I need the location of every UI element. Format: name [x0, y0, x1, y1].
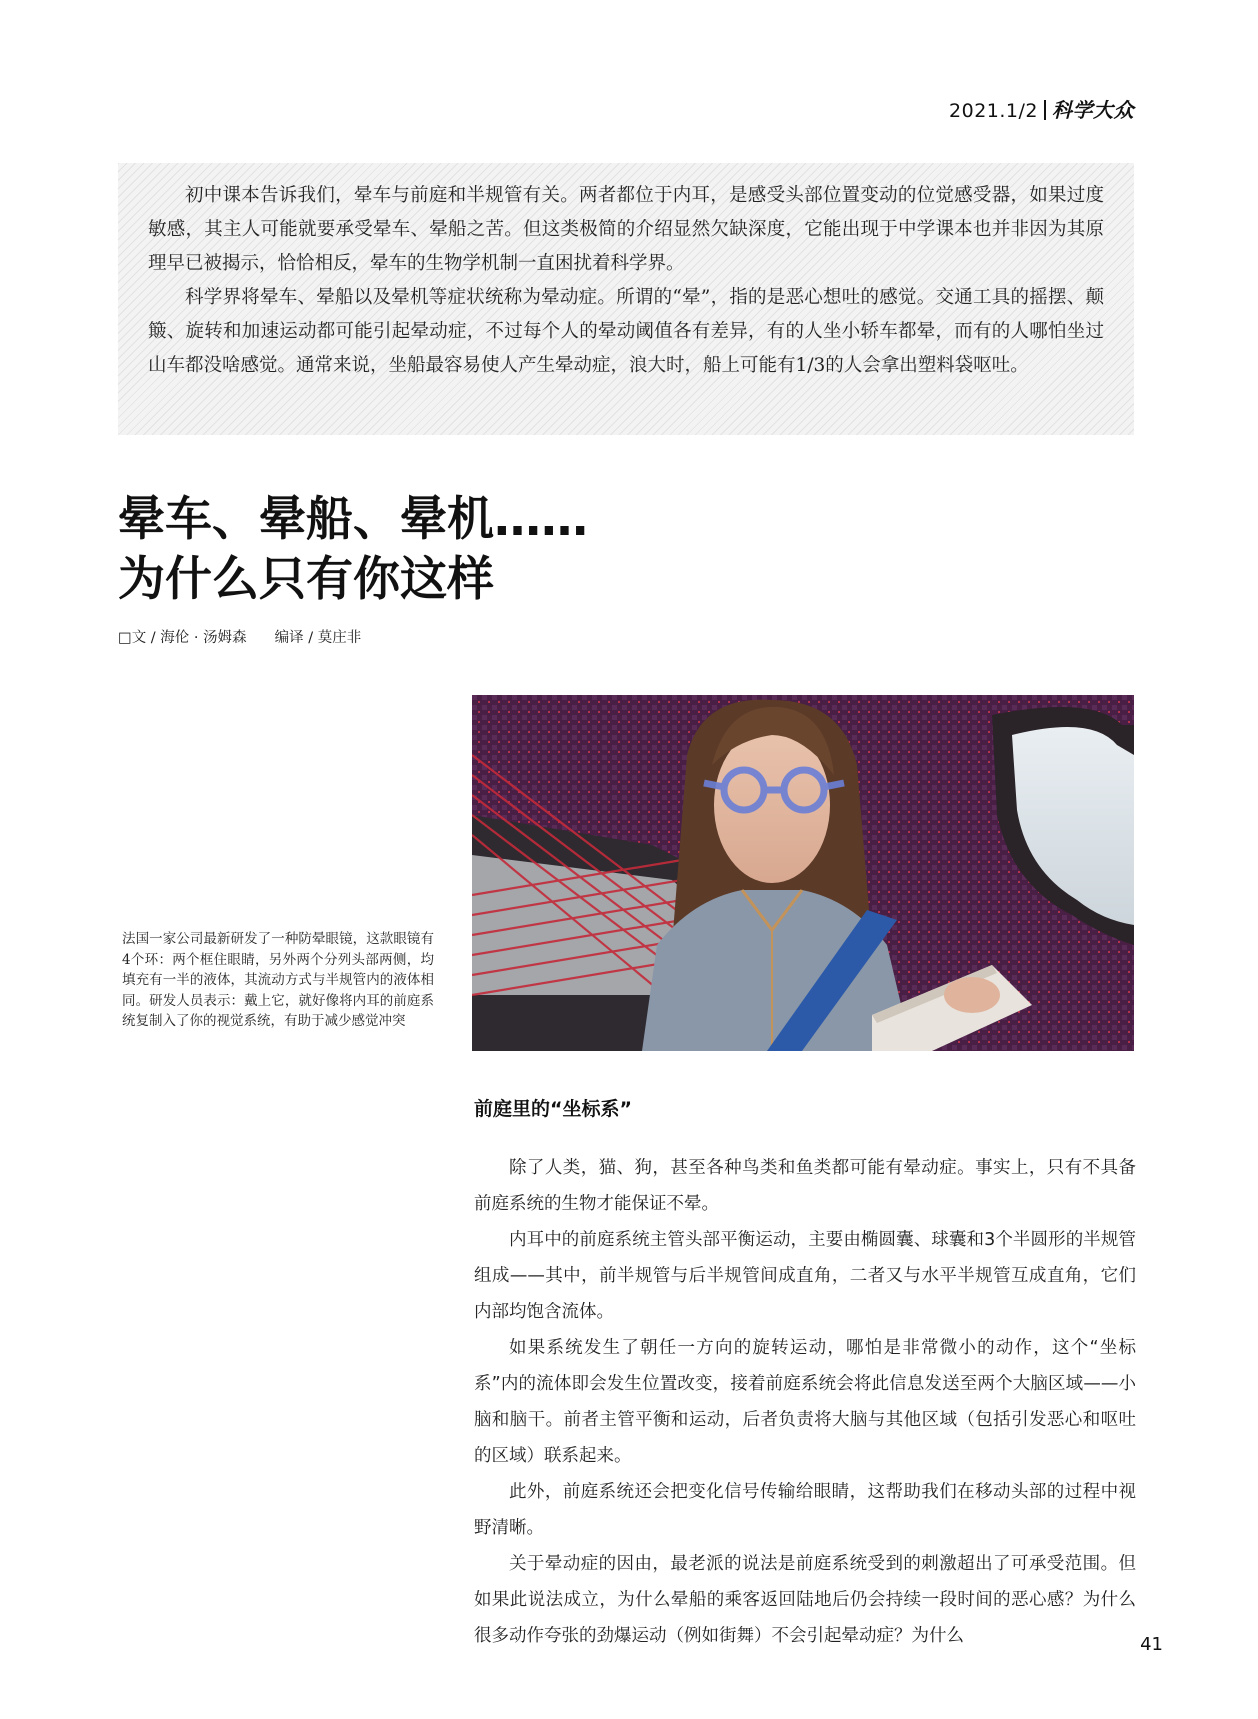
article-photo — [472, 695, 1134, 1051]
section-title: 前庭里的“坐标系” — [474, 1098, 632, 1120]
body-paragraph: 内耳中的前庭系统主管头部平衡运动，主要由椭圆囊、球囊和3个半圆形的半规管组成——其中，前半规管与后半规管间成直角，二者又与水平半规管互成直角，它们内部均饱含流体。 — [474, 1230, 1136, 1322]
issue-header — [949, 94, 1134, 123]
byline-author: □文 / 海伦 · 汤姆森 — [118, 630, 247, 646]
intro-paragraph: 科学界将晕车、晕船以及晕机等症状统称为晕动症。所谓的“晕”，指的是恶心想吐的感觉。交通工具的摇摆、颠簸、旋转和加速运动都可能引起晕动症，不过每个人的晕动阈值各有差异，有的人坐小轿车都晕，而有的人哪怕坐过山车都没啥感觉。通常来说，坐船最容易使人产生晕动症，浪大时，船上可能有1/3的人会拿出塑料袋呕吐。 — [148, 287, 1104, 376]
issue-date: 2021.1/2 — [949, 100, 1038, 122]
page-number: 41 — [1140, 1634, 1163, 1655]
article-body — [474, 1150, 1136, 1654]
article-title-line-2: 为什么只有你这样 — [118, 552, 494, 607]
intro-paragraph: 初中课本告诉我们，晕车与前庭和半规管有关。两者都位于内耳，是感受头部位置变动的位觉感受器，如果过度敏感，其主人可能就要承受晕车、晕船之苦。但这类极简的介绍显然欠缺深度，它能出现于中学课本也并非因为其原理早已被揭示，恰恰相反，晕车的生物学机制一直困扰着科学界。 — [148, 185, 1104, 274]
body-paragraph: 此外，前庭系统还会把变化信号传输给眼睛，这帮助我们在移动头部的过程中视野清晰。 — [474, 1482, 1136, 1538]
body-paragraph: 除了人类，猫、狗，甚至各种鸟类和鱼类都可能有晕动症。事实上，只有不具备前庭系统的生物才能保证不晕。 — [474, 1158, 1136, 1214]
intro-box — [118, 163, 1134, 435]
magazine-name: 科学大众 — [1052, 98, 1134, 122]
byline — [118, 626, 361, 647]
byline-translator: 编译 / 莫庄非 — [274, 630, 362, 646]
header-divider — [1044, 100, 1046, 120]
body-paragraph: 关于晕动症的因由，最老派的说法是前庭系统受到的刺激超出了可承受范围。但如果此说法成立，为什么晕船的乘客返回陆地后仍会持续一段时间的恶心感？为什么很多动作夸张的劲爆运动（例如街舞）不会引起晕动症？为什么 — [474, 1554, 1136, 1646]
photo-caption: 法国一家公司最新研发了一种防晕眼镜，这款眼镜有4个环：两个框住眼睛，另外两个分列头部两侧，均填充有一半的液体，其流动方式与半规管内的液体相同。研发人员表示：戴上它，就好像将内耳的前庭系统复制入了你的视觉系统，有助于减少感觉冲突 — [122, 931, 434, 1029]
girl-with-anti-motion-glasses-image — [472, 695, 1134, 1051]
article-title — [118, 490, 588, 610]
article-title-line-1: 晕车、晕船、晕机…… — [118, 492, 588, 547]
body-paragraph: 如果系统发生了朝任一方向的旋转运动，哪怕是非常微小的动作，这个“坐标系”内的流体即会发生位置改变，接着前庭系统会将此信息发送至两个大脑区域——小脑和脑干。前者主管平衡和运动，后者负责将大脑与其他区域（包括引发恶心和呕吐的区域）联系起来。 — [474, 1338, 1136, 1466]
